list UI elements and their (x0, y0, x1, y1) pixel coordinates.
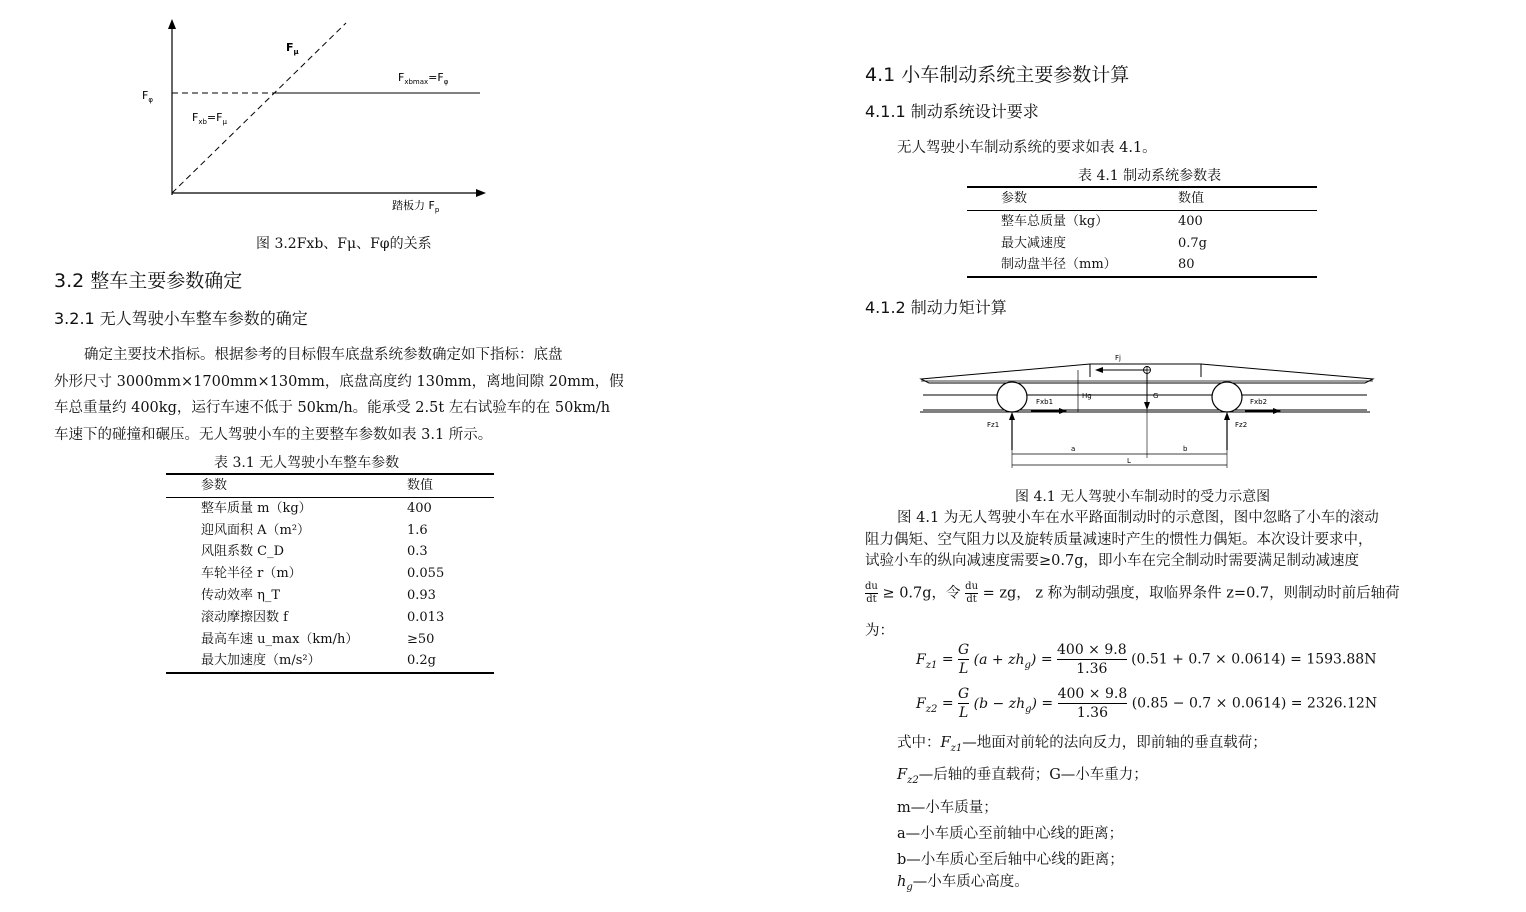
para-line-2: 外形尺寸 3000mm×1700mm×130mm，底盘高度约 130mm，离地间隙 20mm，假 (54, 373, 624, 390)
table-row (967, 233, 1317, 255)
cell: 0.7g (1178, 235, 1207, 251)
cond-zg: = zg， (982, 585, 1031, 602)
table-row (166, 629, 494, 651)
equation-fz2 (916, 685, 1377, 722)
para-line-1: 图 4.1 为无人驾驶小车在水平路面制动时的示意图，图中忽略了小车的滚动 (897, 510, 1379, 526)
front-wheel (997, 382, 1027, 412)
cell: 最大减速度 (1001, 235, 1067, 251)
equation-fz1 (916, 641, 1376, 678)
table-header-row (166, 474, 494, 497)
frac-den: dt (966, 594, 977, 605)
header-param: 参数 (201, 478, 228, 493)
figure-3-2 (130, 15, 500, 220)
para-line-3: 车总重量约 400kg，运行车速不低于 50km/h。能承受 2.5t 左右试验车的在 50km/h (54, 400, 611, 416)
fz1-label: Fz1 (987, 421, 1000, 429)
cell: 传动效率 η_T (201, 587, 281, 603)
cell: 迎风面积 A（m²） (201, 522, 311, 538)
table-row (166, 607, 494, 629)
eq-equals-2: = (1041, 695, 1058, 712)
frac-den: L (958, 661, 969, 677)
frac-den: 1.36 (1076, 661, 1108, 677)
table-row (166, 563, 494, 585)
x-axis-arrow (476, 189, 486, 197)
eq-paren: $(b - zh_g)$ (973, 695, 1037, 715)
definitions (897, 730, 1267, 898)
cell: 整车总质量（kg） (1001, 213, 1109, 229)
paragraph-3-2-1 (54, 342, 624, 448)
section-3-2-heading: 3.2 整车主要参数确定 (54, 270, 243, 292)
figure-4-1 (915, 350, 1380, 472)
g-arrowhead (1144, 402, 1150, 410)
cell: 1.6 (407, 522, 428, 538)
cond-rest: z 称为制动强度，取临界条件 z=0.7，则制动时前后轴荷 (1035, 585, 1400, 602)
y-axis-arrow (168, 19, 176, 29)
frac-num: G (958, 686, 970, 702)
rear-wheel (1212, 382, 1242, 412)
eq-frac-g-l (958, 685, 969, 722)
cell: 80 (1178, 257, 1195, 273)
para-line-4: 车速下的碰撞和碾压。无人驾驶小车的主要整车参数如表 3.1 所示。 (54, 426, 493, 443)
fig32-caption: 图 3.2Fxb、Fμ、Fφ的关系 (256, 236, 432, 252)
l-label: L (1127, 457, 1131, 465)
def-line-2: $F_{z2}—$后轴的垂直载荷；G—小车重力； (897, 767, 1148, 787)
section-4-1-2-heading: 4.1.2 制动力矩计算 (865, 298, 1007, 317)
fj-arrowhead (1095, 367, 1103, 373)
cell: 风阻系数 C_D (201, 544, 285, 560)
hg-label: Hg (1082, 392, 1092, 400)
fig41-caption: 图 4.1 无人驾驶小车制动时的受力示意图 (1015, 489, 1271, 505)
section-4-1-1-heading: 4.1.1 制动系统设计要求 (865, 102, 1039, 121)
table-3-1 (166, 473, 494, 674)
f-mu-line (172, 23, 346, 193)
fj-label: Fj (1115, 354, 1121, 362)
cell: 车轮半径 r（m） (201, 566, 302, 582)
table-row (166, 650, 494, 673)
table-row (967, 254, 1317, 277)
cell: 整车质量 m（kg） (201, 500, 312, 516)
frac-du-dt (865, 581, 878, 606)
fxb1-label: Fxb1 (1036, 398, 1054, 406)
fxb2-arrowhead (1273, 408, 1281, 414)
a-label: a (1071, 445, 1076, 453)
frac-den: L (958, 705, 969, 721)
frac-num: 400 × 9.8 (1057, 642, 1127, 658)
frac-num: du (965, 581, 979, 592)
table-row (166, 541, 494, 563)
b-label: b (1183, 445, 1188, 453)
frac-num: G (958, 642, 970, 658)
table-row (166, 497, 494, 519)
fxbmax-label: $F_{xbmax}=F_\varphi$ (398, 71, 449, 86)
eq-frac-g-l (958, 641, 969, 678)
eq-rhs: (0.51 + 0.7 × 0.0614) = 1593.88N (1131, 651, 1377, 668)
eq-lhs: $F_{z2}$ (916, 695, 938, 715)
header-value: 数值 (407, 478, 434, 493)
frac-num: du (865, 581, 878, 592)
condition-line (865, 581, 1400, 606)
frac-num: 400 × 9.8 (1057, 686, 1128, 702)
fxb1-arrowhead (1059, 408, 1067, 414)
fxb-label: $F_{xb}=F_\mu$ (192, 111, 227, 126)
eq-paren: $(a + zh_g)$ (973, 651, 1037, 671)
cell: ≥50 (407, 631, 435, 647)
paragraph-4-1-2 (865, 508, 1435, 573)
table-row (166, 585, 494, 607)
frac-den: dt (866, 594, 877, 605)
eq-equals-2: = (1040, 651, 1057, 668)
cond-tail: 为： (865, 623, 894, 639)
x-label: 踏板力 $F_p$ (392, 199, 440, 214)
cell: 400 (407, 500, 432, 516)
cell: 0.2g (407, 653, 436, 669)
def-line-3: m—小车质量； (897, 799, 998, 816)
eq-frac-values (1058, 685, 1128, 722)
table-4-1 (967, 186, 1317, 278)
g-label: G (1153, 392, 1159, 400)
def-line-5: b—小车质心至后轴中心线的距离； (897, 851, 1124, 868)
fz2-label: Fz2 (1235, 421, 1248, 429)
para-line-1: 确定主要技术指标。根据参考的目标假车底盘系统参数确定如下指标：底盘 (84, 347, 563, 363)
fxb2-label: Fxb2 (1250, 398, 1268, 406)
para-line-2: 阻力偶矩、空气阻力以及旋转质量减速时产生的惯性力偶矩。本次设计要求中， (865, 531, 1373, 548)
eq-frac-values (1057, 641, 1127, 678)
intro-4-1: 无人驾驶小车制动系统的要求如表 4.1。 (897, 140, 1157, 156)
y-label: $F_\varphi$ (142, 89, 153, 104)
cell: 0.3 (407, 544, 428, 560)
cell: 制动盘半径（mm） (1001, 257, 1117, 273)
frac-den: 1.36 (1076, 705, 1108, 721)
def-line-1: 式中：$F_{z1}—$地面对前轮的法向反力，即前轴的垂直载荷； (897, 735, 1267, 754)
section-4-1-heading: 4.1 小车制动系统主要参数计算 (865, 64, 1130, 86)
cell: 0.93 (407, 587, 436, 603)
para-line-3: 试验小车的纵向减速度需要≥0.7g，即小车在完全制动时需要满足制动减速度 (865, 553, 1359, 569)
cond-ge: ≥ 0.7g，令 (882, 585, 961, 602)
cell: 滚动摩擦因数 f (201, 609, 288, 625)
cell: 0.055 (407, 566, 445, 582)
cell: 0.013 (407, 609, 445, 625)
def-line-6: $h_g—$小车质心高度。 (897, 873, 1029, 893)
table-header-row (967, 187, 1317, 210)
eq-lhs: $F_{z1}$ (916, 651, 938, 671)
cell: 最大加速度（m/s²） (201, 653, 321, 669)
table-row (166, 520, 494, 542)
eq-rhs: (0.85 − 0.7 × 0.0614) = 2326.12N (1131, 695, 1378, 712)
frac-du-dt-2 (965, 581, 978, 606)
header-value: 数值 (1178, 191, 1205, 206)
table41-caption: 表 4.1 制动系统参数表 (1078, 168, 1222, 184)
header-param: 参数 (1001, 191, 1028, 206)
table-row (967, 210, 1317, 232)
def-line-4: a—小车质心至前轴中心线的距离； (897, 826, 1124, 843)
cell: 最高车速 u_max（km/h） (201, 631, 359, 647)
cell: 400 (1178, 213, 1203, 229)
eq-equals: = (941, 651, 958, 668)
table31-caption: 表 3.1 无人驾驶小车整车参数 (214, 455, 400, 471)
section-3-2-1-heading: 3.2.1 无人驾驶小车整车参数的确定 (54, 309, 308, 328)
eq-equals: = (941, 695, 958, 712)
f-mu-label: $F_\mu$ (286, 41, 299, 56)
